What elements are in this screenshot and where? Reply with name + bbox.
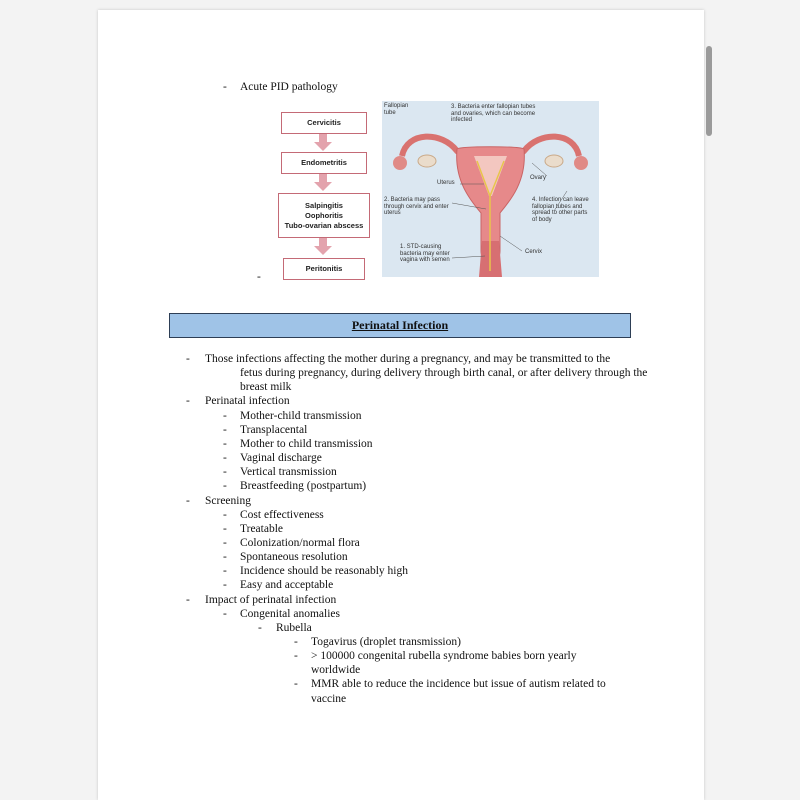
list-item: Cost effectiveness (240, 508, 324, 521)
section-header-bar (169, 313, 631, 338)
flow-step-label: Peritonitis (305, 264, 343, 273)
list-item: Togavirus (droplet transmission) (311, 636, 461, 648)
bullet-dash: - (223, 423, 227, 436)
list-item: MMR able to reduce the incidence but issue of autism related to (311, 678, 606, 691)
label-step-1: 1. STD-causing bacteria may enter vagina with semen (400, 244, 450, 263)
list-item: Breastfeeding (postpartum) (240, 480, 367, 493)
label-uterus: Uterus (437, 180, 455, 186)
down-arrow-icon (314, 134, 332, 152)
bullet-dash: - (223, 437, 227, 450)
list-item-continuation: worldwide (311, 664, 361, 677)
list-item: Mother-child transmission (240, 409, 362, 422)
flow-step-label: Salpingitis (305, 200, 343, 210)
label-step-4: 4. Infection can leave fallopian tubes and spread to other parts of body (532, 197, 589, 223)
list-item: Those infections affecting the mother during a pregnancy, and may be transmitted to the (205, 353, 611, 365)
bullet-dash: - (223, 551, 227, 564)
bullet-dash: - (223, 565, 227, 578)
list-item: Perinatal infection (205, 395, 290, 408)
down-arrow-icon (314, 174, 332, 192)
bullet-dash: - (186, 593, 190, 606)
list-item: > 100000 congenital rubella syndrome babies born yearly (311, 650, 577, 663)
bullet-dash: - (294, 636, 298, 648)
bullet-dash: - (223, 579, 227, 592)
list-item: Treatable (240, 522, 284, 535)
scrollbar-thumb[interactable] (706, 46, 712, 136)
bullet-dash: - (223, 508, 227, 521)
label-step-2: 2. Bacteria may pass through cervix and enter uterus (384, 197, 449, 216)
flow-step-label: Oophoritis (305, 210, 343, 220)
bullet-dash: - (186, 395, 190, 408)
list-item-continuation: breast milk (240, 381, 292, 394)
list-item: Rubella (276, 621, 312, 634)
bullet-dash: - (223, 452, 227, 465)
bullet-dash: - (223, 536, 227, 549)
bullet-dash: - (223, 81, 227, 93)
bullet-dash: - (223, 466, 227, 479)
list-item: Vertical transmission (240, 466, 337, 479)
bullet-dash: - (186, 494, 190, 507)
section-title: Perinatal Infection (351, 318, 449, 332)
list-item: Incidence should be reasonably high (240, 565, 408, 578)
bullet-dash: - (223, 480, 227, 493)
list-item: Spontaneous resolution (240, 551, 348, 564)
list-item: Colonization/normal flora (240, 536, 360, 549)
label-cervix: Cervix (525, 249, 543, 255)
list-item: Congenital anomalies (240, 607, 340, 620)
bullet-dash: - (294, 678, 298, 691)
bullet-dash: - (258, 621, 262, 634)
top-bullet-text: Acute PID pathology (240, 81, 338, 93)
label-step-3: 3. Bacteria enter fallopian tubes and ovaries, which can become infected (451, 104, 536, 123)
down-arrow-icon (314, 238, 332, 256)
bullet-dash: - (223, 607, 227, 620)
bullet-dash: - (294, 650, 298, 663)
flow-step-label: Endometritis (301, 158, 347, 167)
list-item: Screening (205, 494, 251, 507)
flow-step-peritonitis (283, 258, 365, 280)
list-item-continuation: fetus during pregnancy, during delivery through birth canal, or after delivery through the (240, 367, 648, 380)
label-ovary: Ovary (530, 175, 547, 181)
list-item: Transplacental (240, 423, 308, 436)
list-item-continuation: vaccine (311, 692, 347, 705)
bullet-dash: - (257, 271, 261, 283)
bullet-dash: - (223, 522, 227, 535)
flow-step-salpingitis-group (278, 193, 370, 238)
label-fallopian-tube: Fallopian tube (384, 103, 409, 116)
bullet-dash: - (186, 353, 190, 365)
flow-step-label: Tubo-ovarian abscess (284, 220, 364, 230)
flow-step-label: Cervicitis (307, 118, 341, 127)
bullet-dash: - (223, 409, 227, 422)
list-item: Impact of perinatal infection (205, 593, 337, 606)
uterus-diagram (382, 101, 599, 277)
flow-step-cervicitis (281, 112, 367, 134)
flow-step-endometritis (281, 152, 367, 174)
list-item: Vaginal discharge (240, 452, 322, 465)
list-item: Easy and acceptable (240, 579, 334, 592)
list-item: Mother to child transmission (240, 437, 373, 450)
